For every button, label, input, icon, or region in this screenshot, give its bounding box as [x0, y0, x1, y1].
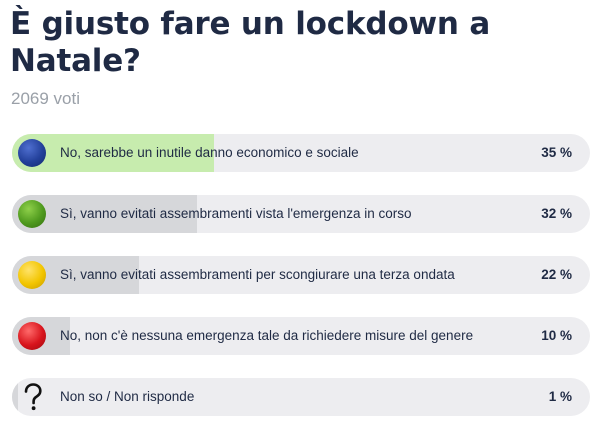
- option-label: Sì, vanno evitati assembramenti vista l'emergenza in corso: [60, 206, 412, 221]
- option-percent: 35 %: [541, 145, 572, 160]
- question-mark-icon: [19, 382, 47, 412]
- option-percent: 22 %: [541, 267, 572, 282]
- red-dot-icon: [18, 322, 46, 350]
- blue-dot-icon: [18, 139, 46, 167]
- poll-options: [12, 134, 590, 439]
- option-percent: 10 %: [541, 328, 572, 343]
- poll-option-3[interactable]: [12, 256, 590, 294]
- poll-question: È giusto fare un lockdown a Natale?: [10, 6, 491, 79]
- option-percent: 1 %: [548, 389, 572, 404]
- poll-option-5[interactable]: [12, 378, 590, 416]
- option-result-bar: [12, 378, 18, 416]
- green-dot-icon: [18, 200, 46, 228]
- poll-option-2[interactable]: [12, 195, 590, 233]
- yellow-dot-icon: [18, 261, 46, 289]
- option-label: No, non c'è nessuna emergenza tale da richiedere misure del genere: [60, 328, 474, 343]
- poll-option-4[interactable]: [12, 317, 590, 355]
- vote-count: 2069 voti: [11, 89, 80, 108]
- option-percent: 32 %: [541, 206, 572, 221]
- option-label: No, sarebbe un inutile danno economico e sociale: [60, 145, 359, 160]
- option-label: Non so / Non risponde: [60, 389, 195, 404]
- poll-option-1[interactable]: [12, 134, 590, 172]
- option-label: Sì, vanno evitati assembramenti per scongiurare una terza ondata: [60, 267, 455, 282]
